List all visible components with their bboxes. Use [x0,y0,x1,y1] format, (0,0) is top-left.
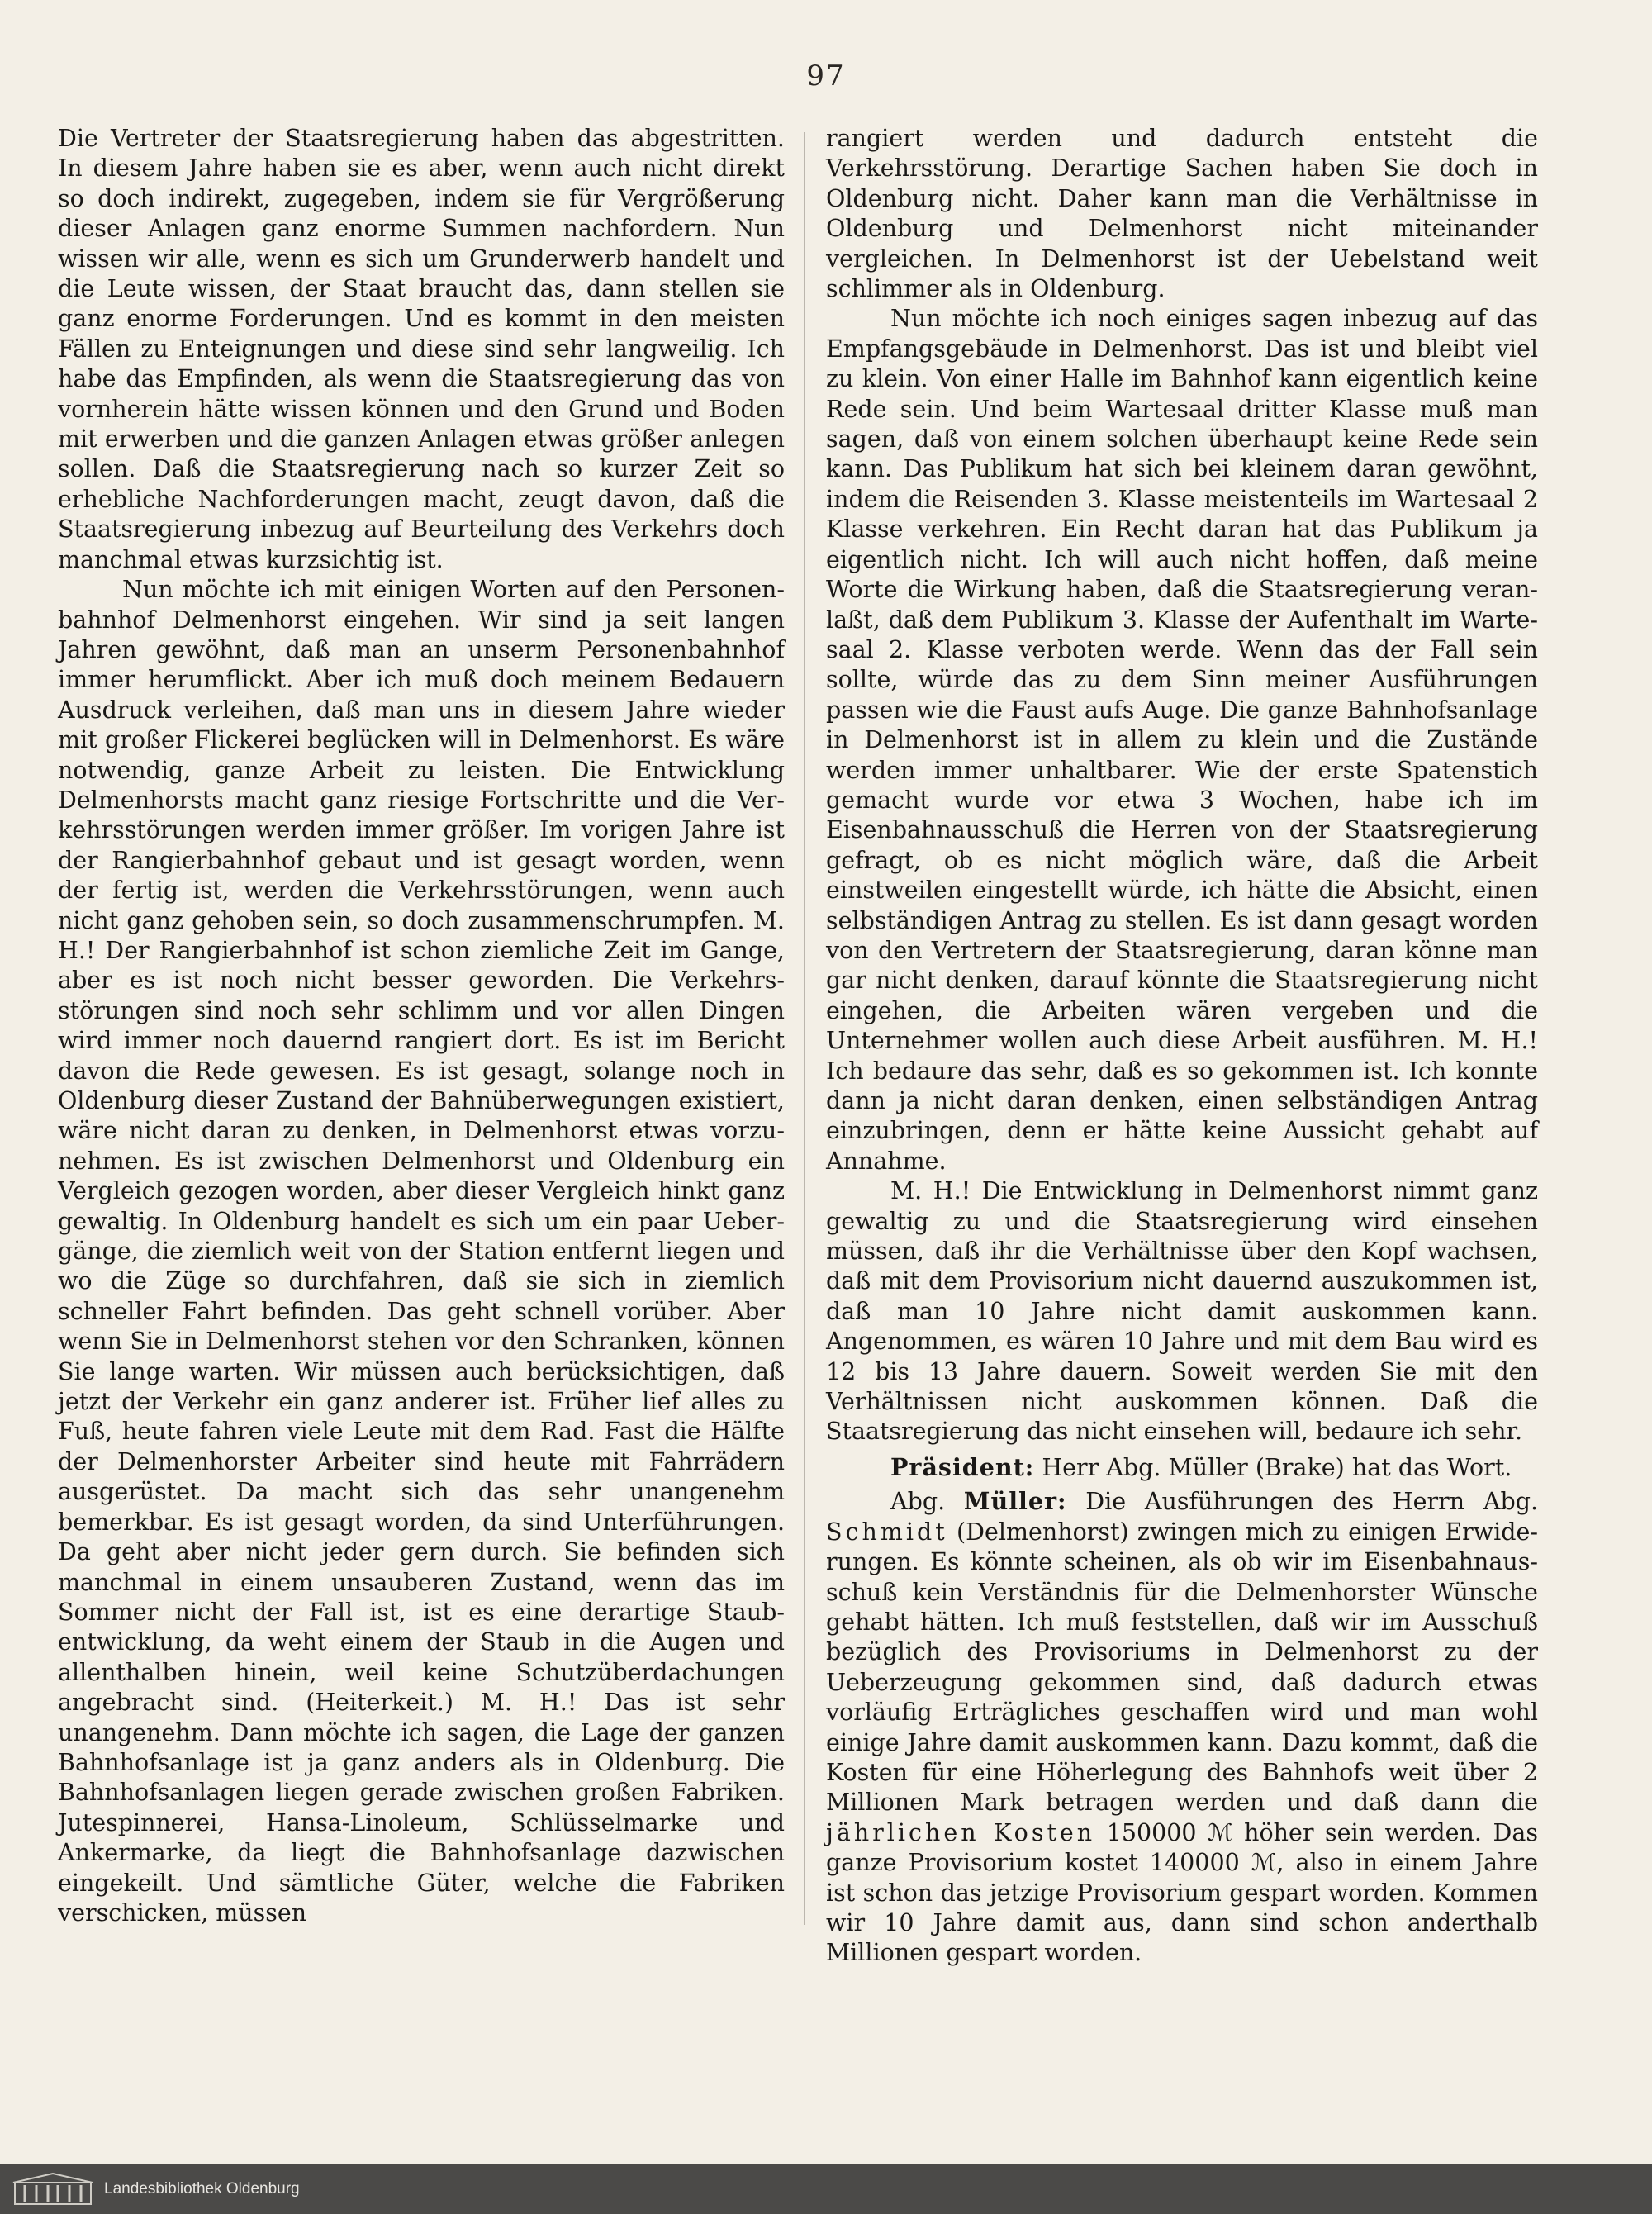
paragraph: rangiert werden und dadurch entsteht die Verkehrsstörung. Derartige Sachen haben Sie doch in Oldenburg nicht. Daher kann man die Verhältnisse in Oldenburg und Delmenhorst nicht miteinander vergleichen. In Delmenhorst ist der Uebelstand weit schlimmer als in Oldenburg. [826,125,1538,303]
library-name: Landesbibliothek Oldenburg [104,2180,300,2197]
speaker-label: Müller: [963,1487,1067,1516]
speech-text: 150000 ℳ höher sein werden. Das ganze Provisorium kostet 140000 ℳ, also in einem Jahre ist schon das jetzige Provisorium gespart worden. Kommen wir 10 Jahre damit aus, dann sind schon anderthalb Millionen gespart worden. [826,1818,1538,1967]
speaker-label: Präsident: [890,1452,1035,1481]
paragraph: Die Vertreter der Staatsregierung haben das abgestritten. In diesem Jahre haben sie es aber, wenn auch nicht direkt so doch indirekt, zugegeben, indem sie für Vergrößerung dieser Anlagen ganz enorme Summen nachfordern. Nun wissen wir alle, wenn es sich um Grunderwerb handelt und die Leute wissen, der Staat braucht das, dann stellen sie ganz enorme Forderungen. Und es kommt in den meisten Fällen zu Enteignungen und diese sind sehr langweilig. Ich habe das Empfinden, als wenn die Staatsregierung das von vornherein hätte wissen können und den Grund und Boden mit erwerben und die ganzen Anlagen etwas größer anlegen sollen. Daß die Staatsregierung nach so kurzer Zeit so erhebliche Nachforderungen macht, zeugt davon, daß die Staatsregierung inbezug auf Beurteilung des Verkehrs doch manchmal etwas kurzsichtig ist. [58,125,785,573]
statement-text: Herr Abg. Müller (Brake) hat das Wort. [1042,1453,1512,1481]
speech-text: Die Ausführungen des Herrn Abg. [1085,1488,1539,1516]
spaced-phrase: jährlichen Kosten [826,1818,1096,1846]
speech-text: (Delmenhorst) zwingen mich zu einigen Erwiderungen. Es könnte scheinen, als ob wir im Eisenbahnausschuß kein Verständnis für die Delmenhorster Wünsche gehabt hätten. Ich muß feststellen, daß wir im Ausschuß bezüglich des Provisoriums in Delmenhorst zu der Ueberzeugung gekommen sind, daß dadurch etwas vorläufig Erträgliches geschaffen wird und man wohl einige Jahre damit auskommen kann. Dazu kommt, daß die Kosten für eine Höherlegung des Bahnhofs weit über 2 Millionen Mark betragen werden und daß dann die [826,1518,1539,1817]
president-statement [826,1452,1538,1483]
right-column [826,124,1538,1969]
column-divider [804,132,805,1925]
spaced-name: Schmidt [826,1518,948,1546]
paragraph: M. H.! Die Entwicklung in Delmenhorst nimmt ganz gewaltig zu und die Staatsregierung wird einsehen müssen, daß ihr die Verhältnisse über den Kopf wachsen, daß mit dem Provisorium nicht dauernd auszukommen ist, daß man 10 Jahre nicht damit auskommen kann. Angenommen, es wären 10 Jahre und mit dem Bau wird es 12 bis 13 Jahre dauern. Soweit werden Sie mit den Verhältnissen nicht auskommen können. Daß die Staatsregierung das nicht einsehen will, bedaure ich sehr. [826,1177,1538,1446]
paragraph: Nun möchte ich noch einiges sagen inbezug auf das Empfangsgebäude in Delmenhorst. Das ist und bleibt viel zu klein. Von einer Halle im Bahnhof kann eigentlich keine Rede sein. Und beim Wartesaal dritter Klasse muß man sagen, daß von einem solchen überhaupt keine Rede sein kann. Das Publikum hat sich bei kleinem daran gewöhnt, indem die Reisenden 3. Klasse meistenteils im Wartesaal 2 Klasse verkehren. Ein Recht daran hat das Publikum ja eigentlich nicht. Ich will auch nicht hoffen, daß meine Worte die Wirkung haben, daß die Staatsregierung veranlaßt, daß dem Publikum 3. Klasse der Aufenthalt im Wartesaal 2. Klasse verboten werde. Wenn das der Fall sein sollte, würde das zu dem Sinn meiner Ausführungen passen wie die Faust aufs Auge. Die ganze Bahnhofsanlage in Delmenhorst ist in allem zu klein und die Zustände werden immer unhaltbarer. Wie der erste Spatenstich gemacht wurde vor etwa 3 Wochen, habe ich im Eisenbahnausschuß die Herren von der Staatsregierung gefragt, ob es nicht möglich wäre, daß die Arbeit einstweilen eingestellt würde, ich hätte die Absicht, einen selbständigen Antrag zu stellen. Es ist dann gesagt worden von den Vertretern der Staatsregierung, daran könne man gar nicht denken, darauf könnte die Staatsregierung nicht eingehen, die Arbeiten wären vergeben und die Unternehmer wollen auch diese Arbeit ausführen. M. H.! Ich bedaure das sehr, daß es so gekommen ist. Ich konnte dann ja nicht daran denken, einen selbständigen Antrag einzubringen, denn er hätte keine Aussicht gehabt auf Annahme. [826,305,1538,1175]
page-number: 97 [806,59,846,93]
left-column [58,124,785,1928]
mueller-speech [826,1486,1538,1969]
paragraph: Nun möchte ich mit einigen Worten auf den Personenbahnhof Delmenhorst eingehen. Wir sind ja seit langen Jahren gewöhnt, daß man an unserm Personenbahnhof immer herumflickt. Aber ich muß doch meinem Bedauern Ausdruck verleihen, daß man uns in diesem Jahre wieder mit großer Flickerei beglücken will in Delmenhorst. Es wäre notwendig, ganze Arbeit zu leisten. Die Entwicklung Delmenhorsts macht ganz riesige Fortschritte und die Verkehrsstörungen werden immer größer. Im vorigen Jahre ist der Rangierbahnhof gebaut und ist gesagt worden, wenn der fertig ist, werden die Verkehrsstörungen, wenn auch nicht ganz gehoben sein, so doch zusammenschrumpfen. M. H.! Der Rangierbahnhof ist schon ziemliche Zeit im Gange, aber es ist noch nicht besser geworden. Die Verkehrsstörungen sind noch sehr schlimm und vor allen Dingen wird immer noch dauernd rangiert dort. Es ist im Bericht davon die Rede gewesen. Es ist gesagt, solange noch in Oldenburg dieser Zustand der Bahnüberwegungen existiert, wäre nicht daran zu denken, in Delmenhorst etwas vorzunehmen. Es ist zwischen Delmenhorst und Oldenburg ein Vergleich gezogen worden, aber dieser Vergleich hinkt ganz gewaltig. In Oldenburg handelt es sich um ein paar Uebergänge, die ziemlich weit von der Station entfernt liegen und wo die Züge so durchfahren, daß sie sich in ziemlich schneller Fahrt befinden. Das geht schnell vorüber. Aber wenn Sie in Delmenhorst stehen vor den Schranken, können Sie lange warten. Wir müssen auch berücksichtigen, daß jetzt der Verkehr ein ganz anderer ist. Früher lief alles zu Fuß, heute fahren viele Leute mit dem Rad. Fast die Hälfte der Delmenhorster Arbeiter sind heute mit Fahrrädern ausgerüstet. Da macht sich das sehr unangenehm bemerkbar. Es ist gesagt worden, da sind Unterführungen. Da geht aber nicht jeder gern durch. Sie befinden sich manchmal in einem unsauberen Zustand, wenn das im Sommer nicht der Fall ist, ist es eine derartige Staubentwicklung, da weht einem der Staub in die Augen und allenthalben hinein, weil keine Schutzüberdachungen angebracht sind. (Heiterkeit.) M. H.! Das ist sehr unangenehm. Dann möchte ich sagen, die Lage der ganzen Bahnhofsanlage ist ja ganz anders als in Oldenburg. Die Bahnhofsanlagen liegen gerade zwischen großen Fabriken. Jutespinnerei, Hansa-Linoleum, Schlüsselmarke und Ankermarke, da liegt die Bahnhofsanlage dazwischen eingekeilt. Und sämtliche Güter, welche die Fabriken verschicken, müssen [58,576,785,1927]
footer-bar [0,2164,1652,2214]
library-building-icon [12,2171,94,2207]
speaker-prefix: Abg. [890,1488,946,1516]
